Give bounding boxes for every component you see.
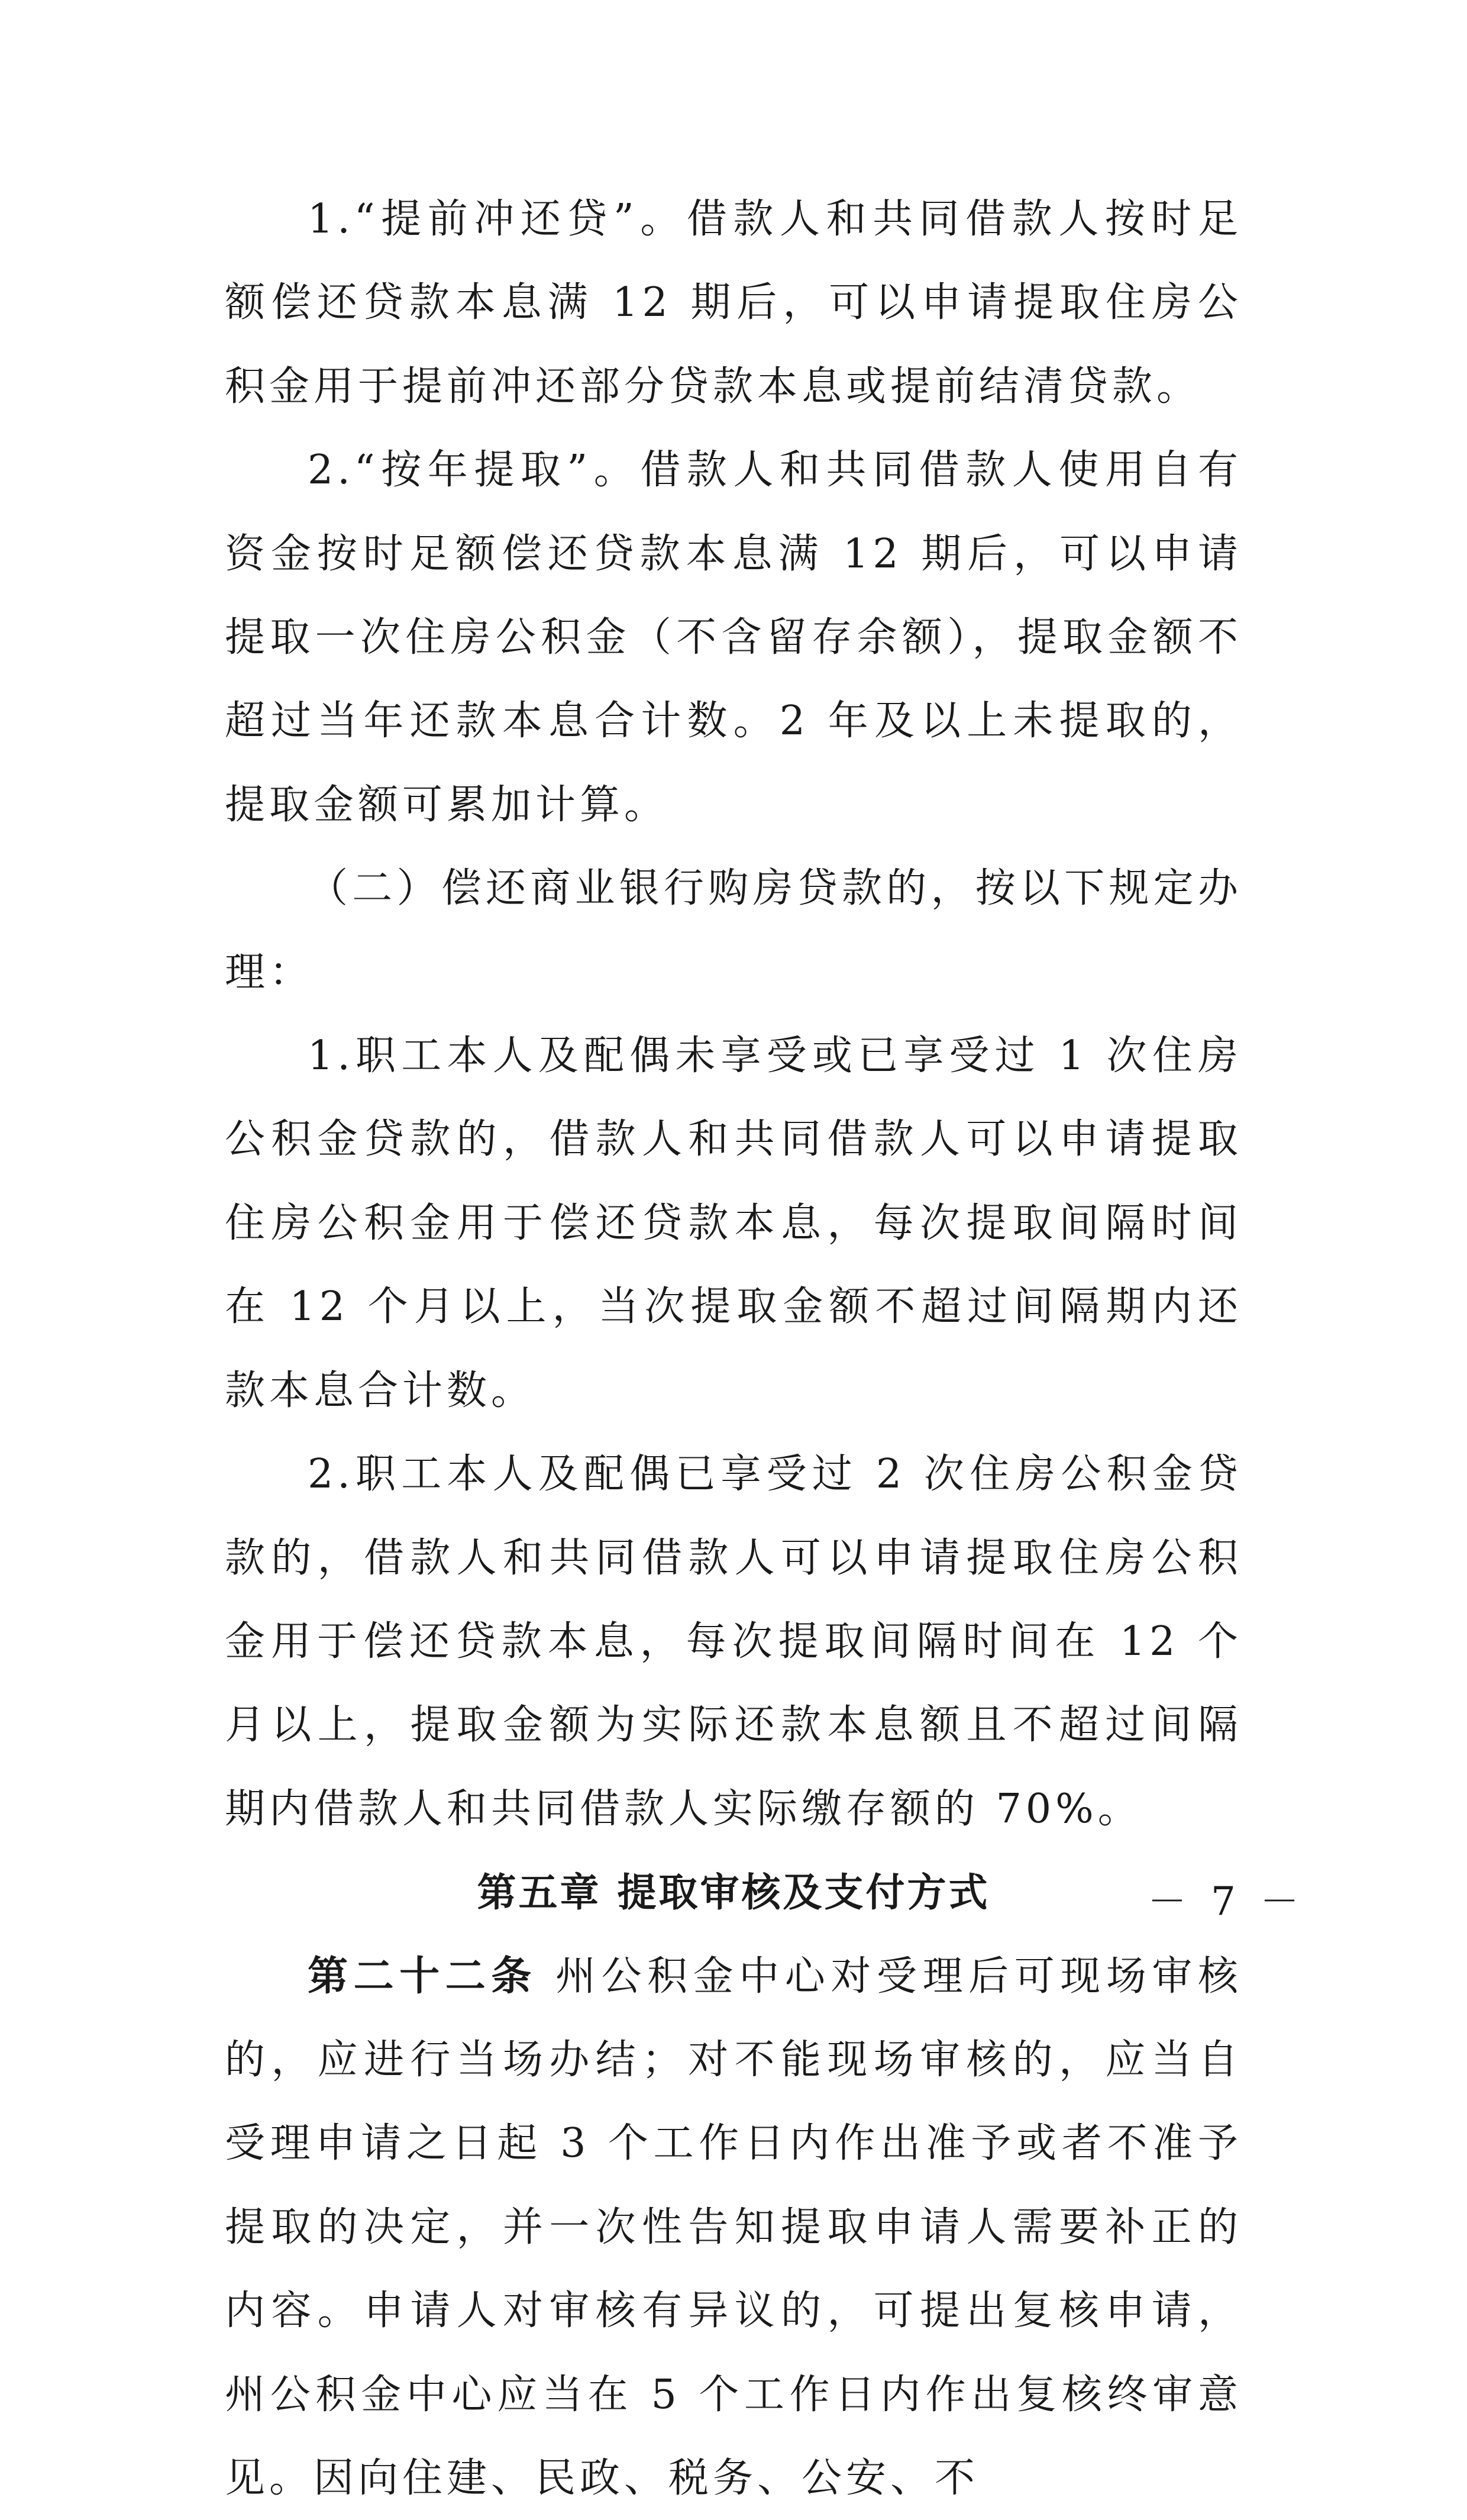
- chapter-heading: 第五章 提取审核及支付方式: [477, 1870, 990, 1916]
- paragraph-commercial-loan-rule-1: 1.职工本人及配偶未享受或已享受过 1 次住房公积金贷款的，借款人和共同借款人可以申请提取住房公积金用于偿还贷款本息，每次提取间隔时间在 12 个月以上，当次提取金额不超过间隔期内还款本息合计数。: [225, 1032, 1242, 1414]
- paragraph-commercial-loan-rule-2: 2.职工本人及配偶已享受过 2 次住房公积金贷款的，借款人和共同借款人可以申请提取住房公积金用于偿还贷款本息，每次提取间隔时间在 12 个月以上，提取金额为实际还款本息额且不超过间隔期内借款人和共同借款人实际缴存额的 70%。: [225, 1451, 1242, 1832]
- article-22: [225, 1935, 1242, 2520]
- paragraph-early-repayment: 1.“提前冲还贷”。借款人和共同借款人按时足额偿还贷款本息满 12 期后，可以申请提取住房公积金用于提前冲还部分贷款本息或提前结清贷款。: [225, 196, 1242, 410]
- article-number: 第二十二条: [308, 1953, 537, 2000]
- paragraph-commercial-loan-heading: （二）偿还商业银行购房贷款的，按以下规定办理：: [225, 865, 1242, 996]
- article-text: 州公积金中心对受理后可现场审核的，应进行当场办结；对不能现场审核的，应当自受理申请之日起 3 个工作日内作出准予或者不准予提取的决定，并一次性告知提取申请人需要补正的内容。申请人对审核有异议的，可提出复核申请，州公积金中心应当在 5 个工作日内作出复核终审意见。因向住建、民政、税务、公安、不: [225, 1953, 1242, 2502]
- page-number: － 7 －: [1148, 1879, 1305, 1924]
- document-body: [225, 178, 1242, 2520]
- paragraph-annual-withdrawal: 2.“按年提取”。借款人和共同借款人使用自有资金按时足额偿还贷款本息满 12 期后，可以申请提取一次住房公积金（不含留存余额），提取金额不超过当年还款本息合计数。2 年及以上未提取的，提取金额可累加计算。: [225, 447, 1242, 828]
